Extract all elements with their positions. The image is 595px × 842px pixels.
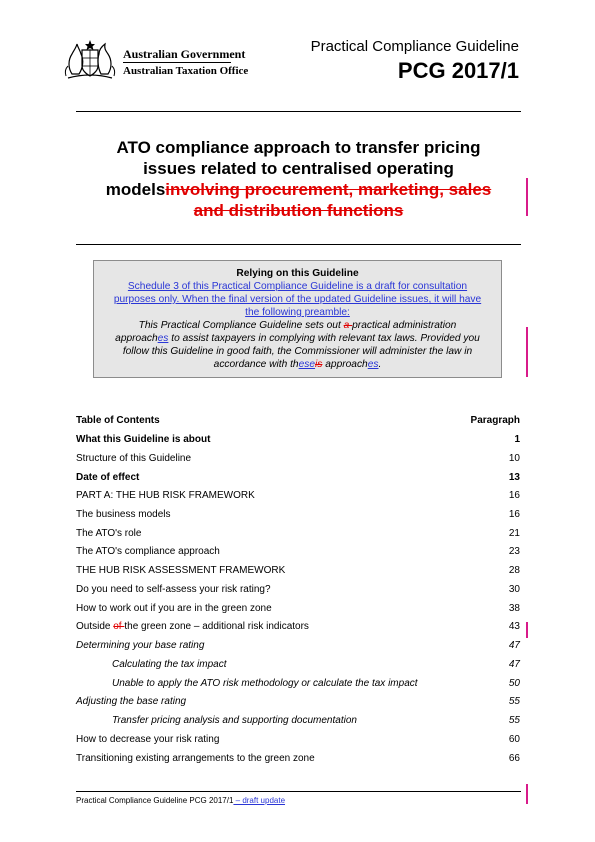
header-rule bbox=[76, 111, 521, 112]
toc-entry-title bbox=[76, 621, 309, 632]
toc-entry[interactable] bbox=[76, 715, 520, 729]
toc-entry-title: Transitioning existing arrangements to the green zone bbox=[76, 753, 315, 764]
toc-entry-title: The business models bbox=[76, 509, 171, 520]
toc-entry[interactable] bbox=[76, 621, 520, 635]
toc-entry[interactable] bbox=[76, 528, 520, 542]
toc-entry-paragraph: 55 bbox=[508, 715, 520, 726]
title-rule bbox=[76, 244, 521, 245]
toc-entry-paragraph: 28 bbox=[508, 565, 520, 576]
toc-entry-text: Outside bbox=[76, 621, 114, 632]
government-name: Australian Government bbox=[123, 47, 246, 61]
toc-entry-title: Date of effect bbox=[76, 472, 140, 483]
title-kept-text: models bbox=[105, 180, 166, 199]
preamble-text: accordance with th bbox=[213, 359, 299, 370]
inserted-text: es bbox=[157, 333, 169, 344]
logo-divider bbox=[123, 62, 231, 63]
toc-entry-paragraph: 21 bbox=[508, 528, 520, 539]
toc-entry-title: How to decrease your risk rating bbox=[76, 734, 220, 745]
toc-entry-paragraph: 38 bbox=[508, 603, 520, 614]
toc-entry-title: Unable to apply the ATO risk methodology or calculate the tax impact bbox=[112, 678, 418, 689]
toc-entry[interactable] bbox=[76, 678, 520, 692]
toc-entry-paragraph: 43 bbox=[508, 621, 520, 632]
preamble-line-4 bbox=[94, 358, 501, 371]
change-bar bbox=[526, 178, 528, 216]
inserted-text: es bbox=[367, 359, 379, 370]
deleted-text: is bbox=[315, 359, 323, 370]
toc-entry-paragraph: 50 bbox=[508, 678, 520, 689]
toc-entry-paragraph: 66 bbox=[508, 753, 520, 764]
toc-entry-paragraph: 60 bbox=[508, 734, 520, 745]
toc-entry-paragraph: 23 bbox=[508, 546, 520, 557]
toc-entry[interactable] bbox=[76, 490, 520, 504]
deleted-text: a bbox=[343, 320, 353, 331]
toc-entry-title: Structure of this Guideline bbox=[76, 453, 192, 464]
change-bar bbox=[526, 784, 528, 804]
toc-entry[interactable] bbox=[76, 753, 520, 767]
document-id: PCG 2017/1 bbox=[397, 58, 519, 83]
page-footer bbox=[76, 796, 285, 805]
toc-heading: Table of Contents bbox=[76, 415, 160, 426]
toc-entry[interactable] bbox=[76, 509, 520, 523]
toc-entry-title: The ATO's compliance approach bbox=[76, 546, 220, 557]
preamble-text: approach bbox=[322, 359, 368, 370]
change-bar bbox=[526, 622, 528, 638]
title-line-4: and distribution functions bbox=[193, 201, 404, 220]
toc-entry[interactable] bbox=[76, 640, 520, 654]
toc-entry-title: THE HUB RISK ASSESSMENT FRAMEWORK bbox=[76, 565, 286, 576]
toc-entry-paragraph: 10 bbox=[508, 453, 520, 464]
footer-inserted-text: – draft update bbox=[233, 796, 286, 805]
toc-entry-paragraph: 16 bbox=[508, 490, 520, 501]
toc-entry-title: The ATO's role bbox=[76, 528, 142, 539]
toc-entry-title: PART A: THE HUB RISK FRAMEWORK bbox=[76, 490, 255, 501]
toc-entry-title: Calculating the tax impact bbox=[112, 659, 227, 670]
toc-entry-paragraph: 55 bbox=[508, 696, 520, 707]
toc-entry[interactable] bbox=[76, 584, 520, 598]
inserted-text: ese bbox=[298, 359, 316, 370]
toc-entry-title: What this Guideline is about bbox=[76, 434, 211, 445]
preamble-line-2 bbox=[94, 332, 501, 345]
toc-entry-text: the green zone – additional risk indicators bbox=[124, 621, 309, 632]
footer-rule bbox=[76, 791, 521, 792]
toc-entry-paragraph: 1 bbox=[514, 434, 520, 445]
toc-entry-paragraph: 13 bbox=[508, 472, 520, 483]
toc-entry[interactable] bbox=[76, 659, 520, 673]
title-deleted-text: involving procurement, marketing, sales bbox=[165, 180, 492, 199]
toc-entry-title: Transfer pricing analysis and supporting documentation bbox=[112, 715, 357, 726]
preamble-line-3: follow this Guideline in good faith, the Commissioner will administer the law in bbox=[122, 346, 473, 357]
toc-entry-paragraph: 30 bbox=[508, 584, 520, 595]
toc-entry-title: Do you need to self-assess your risk rating? bbox=[76, 584, 271, 595]
title-line-3 bbox=[76, 179, 521, 200]
preamble-text: . bbox=[378, 359, 382, 370]
footer-text: Practical Compliance Guideline PCG 2017/1 bbox=[76, 796, 234, 805]
page-title bbox=[76, 137, 521, 221]
toc-entry-title: Adjusting the base rating bbox=[76, 696, 187, 707]
toc-entry[interactable] bbox=[76, 546, 520, 560]
toc-entry[interactable] bbox=[76, 734, 520, 748]
toc-entry[interactable] bbox=[76, 434, 520, 448]
toc-entry-paragraph: 16 bbox=[508, 509, 520, 520]
agency-name: Australian Taxation Office bbox=[123, 65, 249, 77]
toc-entry-title: How to work out if you are in the green zone bbox=[76, 603, 272, 614]
reliance-heading: Relying on this Guideline bbox=[236, 268, 359, 279]
draft-notice-line-2: purposes only. When the final version of the updated Guideline issues, it will have bbox=[113, 294, 482, 305]
toc-entry-title: Determining your base rating bbox=[76, 640, 205, 651]
preamble-text: This Practical Compliance Guideline sets out bbox=[138, 320, 344, 331]
preamble-text: practical administration bbox=[352, 320, 457, 331]
document-type: Practical Compliance Guideline bbox=[310, 38, 519, 55]
deleted-text: of bbox=[113, 621, 125, 632]
reliance-box bbox=[93, 260, 502, 378]
preamble-text: approach bbox=[115, 333, 158, 344]
draft-notice-line-1: Schedule 3 of this Practical Compliance Guideline is a draft for consultation bbox=[127, 281, 468, 292]
toc-entry-paragraph: 47 bbox=[508, 640, 520, 651]
toc-entry[interactable] bbox=[76, 453, 520, 467]
toc-entry[interactable] bbox=[76, 696, 520, 710]
preamble-text: to assist taxpayers in complying with relevant tax laws. Provided you bbox=[168, 333, 480, 344]
paragraph-heading: Paragraph bbox=[470, 415, 520, 426]
coat-of-arms-logo bbox=[62, 38, 118, 82]
toc-entry[interactable] bbox=[76, 472, 520, 486]
title-line-1: ATO compliance approach to transfer pricing bbox=[116, 138, 481, 157]
change-bar bbox=[526, 327, 528, 377]
toc-entry[interactable] bbox=[76, 603, 520, 617]
draft-notice-line-3: the following preamble: bbox=[245, 307, 350, 318]
toc-entry[interactable] bbox=[76, 565, 520, 579]
toc-entry-paragraph: 47 bbox=[508, 659, 520, 670]
toc-header bbox=[76, 415, 520, 429]
preamble-line-1 bbox=[94, 319, 501, 332]
title-line-2: issues related to centralised operating bbox=[143, 159, 454, 178]
